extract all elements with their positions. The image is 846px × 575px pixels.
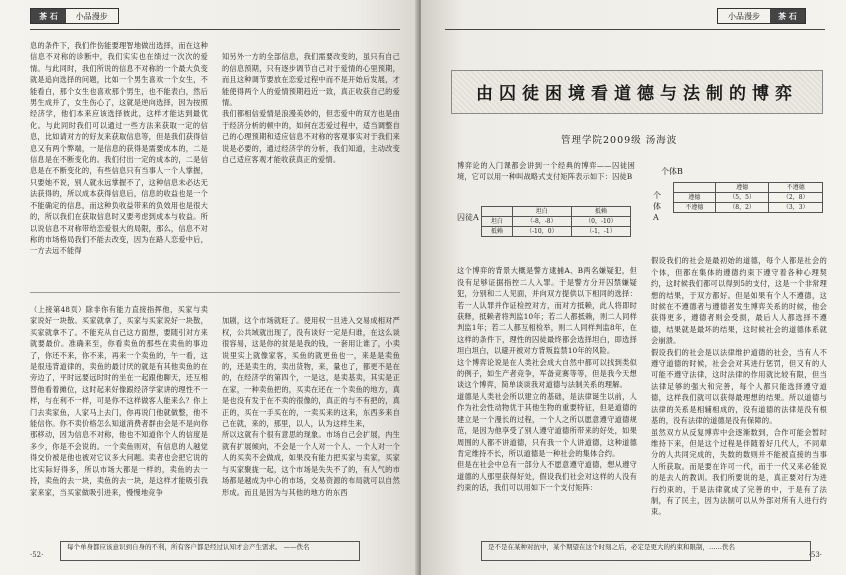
matrix-row-label: 囚徒A [457, 213, 479, 222]
matrix-col-header: 坦白 [512, 207, 571, 217]
title-banner [451, 70, 823, 114]
matrix-cell: （0，-10） [571, 217, 630, 227]
section-name: 小品漫步 [728, 12, 760, 21]
matrix-corner [482, 207, 513, 217]
header-rule [445, 29, 825, 30]
paragraph: （上接第48页）除非你有能力直接指挥他，买家与卖家说好一块散。买家就拿了，买家与买家说好一块散，买家就拿不了。不能充从自己这方面想，要随引对方来就要最价。准确来至，你看卖鱼的那些在卖鱼的事边了，你还不来，你不来，再来一个卖鱼的，午一看，这是很违背道律的，卖鱼的最讨厌的就是有其他卖鱼的在旁边了，平时远要远时时的坐在一起跟他聊天，还互相替他看着摊位，这时起来好像跟经济学家讲的理性不一样，与在利不一样，可是你不这样做客人能来么？你上门去卖家鱼，人家马上去门，你再说门他就做整，他不能信你。你不卖价格怎么知道消费者群由会是不是向你那移动，因为信息不对称，他也不知道你个人的信度是多少，你是不会说的。一个卖鱼则对，有信息的人越觉得交价被是他也被对它议多大问题。卖者也会把它说的比实际好得多，所以市场大都是一样的，卖鱼的去一持，卖鱼的去一块，卖鱼的去一块，是这样才能吸引我家来家，当买家做吸引进来，慢慢地竞争 [30, 305, 208, 497]
article-column-2 [651, 244, 827, 526]
paragraph: 知另外一方的全部信息，我们需要改变的，虽只有自己的信息预期，只有逐步调节自己对于爱情的心里预期，而且这种调节要放在恋爱过程中而不是开始后发展，才能使得两个人的爱情预期趋近一致，真正收获自己的爱情。 我们都相信爱情是浪漫美妙的，但恋爱中的双方也是由于经济分析的顿中的，如何在恋爱过程中，适当调整自己的心理预期和适应信息不对称的客观事实对于我们来说是必要的，通过经济学的分析，我们知道，主动改变自己适应客观才能收获真正的爱情。 [222, 52, 400, 165]
byline: 管理学院2009级 汤海波 [561, 135, 678, 146]
matrix-cell: （3，3） [769, 203, 823, 213]
matrix-row-header: 抵赖 [482, 227, 513, 237]
footer-quote: 每个单身都应该意识到自身的不利，所有客户都是经过认知才会产生需求。 ——佚名 [60, 541, 360, 561]
matrix-row-header: 不遵德 [674, 203, 716, 213]
article-column-2 [222, 40, 400, 180]
article-column-3 [30, 304, 208, 526]
matrix-cell: （2，8） [769, 193, 823, 203]
matrix-col-header: 抵赖 [571, 207, 630, 217]
column-name: 茶 石 [770, 9, 805, 23]
matrix-corner [674, 183, 716, 193]
left-page [0, 0, 419, 575]
article-column-1 [30, 40, 208, 285]
paragraph: 假设我们的社会是最初始的道德，每个人都是社会的个体，但都在集体的遵德约束下遵守着各种心理契约，这时候我们都可以得到5的支付，这是一个非常理想的结果，于双方都好。但是如果有个人不遵德，这时候在不遵德者与遵德者发生博弈关系的时候，他会获得更多，遵德者则会受损，最后人人都选择不遵德，结果就是最坏的结果，这时候社会的道德体系就会崩溃。 假设我们的社会是以法律维护道德的社会，当有人不遵守道德的时候，社会会对其进行惩罚，但又有的人可能不遵守法律，这时法律的作用就比较有限，但当法律足够的强大和完善，每个人都只能选择遵守道德，这样我们就可以获得最理想的结果。所以道德与法律的关系是相辅相成的，没有道德的法律是没有根基的，没有法律的道德是没有保障的。 虽然双方从反复博弈中会逐渐数到，合作可能会暂时维持下来，但是这个过程是伴随着好几代人，不同辈分的人共同完成的，失数的数则并不能被直接的当事人所获取。而是要在许可一代，而于一代又来必能说的是去人的教训。我们所要说的是，真正要对行为进行约束的，于是法律就成了完善的中，于是有了法制，有了民主，因为法制可以从外部对所有人进行约束。 [651, 256, 827, 517]
intro-paragraph [457, 160, 635, 194]
footer-quote: 是不是在某种对抗中，某个期望在这个时刻之后，必定是更大的约束和限制，……佚名 [481, 541, 811, 561]
paragraph: 这个博弈的背景大概是警方逮捕A、B两名嫌疑犯，但没有足够证据指控二人入罪。于是警方分开囚禁嫌疑犯，分别和二人见面，并向双方提供以下相同的选择：若一人认罪并作证检控对方，而对方抵赖，此人将即时获释，抵赖者将判监10年；若二人都抵赖，则二人同样判监1年；若二人都互相检举，则二人同样判监8年，在这样的条件下，理性的囚徒最终都会选择坦白，即选择坦白坦白，以避开被对方背叛监禁10年的风险。 这个博弈论说是在人类社会成大自然中都可以找到类似的例子，如生产者竞争，军备竞赛等等，但是我今天想谈这个博弈，简单谈谈我对道德与法制关系的理解。 道德是人类社会所以建立的基础，是法律诞生以前，人作为社会性动物优于其他生物的重要特征，但是道德的建立是一个漫长的过程，一个人之所以愿意遵守道德规范，是因为他享受了别人遵守道德所带来的好处，如果周围的人都不讲道德，只有我一个人讲道德，这种道德肯定维持不长，所以道德是一种社会的集体合约。 但是在社会中总有一部分人不愿意遵守道德，想从遵守道德的人那里获得好处，假设我们社会对这样的人没有约束的话，我们可以用如下一个支付矩阵： [457, 266, 637, 493]
payoff-matrix-morality [673, 182, 823, 213]
matrix-caption: 个体B [661, 167, 683, 176]
matrix-col-header: 遵德 [715, 183, 769, 193]
matrix-cell: （-8，-8） [512, 217, 571, 227]
column-name: 茶 石 [31, 9, 66, 23]
payoff-matrix-prisoners [481, 206, 631, 237]
article-column-1 [457, 254, 637, 526]
section-name: 小品漫步 [75, 12, 108, 21]
matrix-side-label: 个体A [653, 191, 661, 222]
matrix-row-header: 遵德 [674, 193, 716, 203]
matrix-col-header: 不遵德 [769, 183, 823, 193]
matrix-cell: （-10，0） [512, 227, 571, 237]
section-tag [717, 8, 806, 24]
section-tag [30, 8, 119, 24]
page-number: ·53· [808, 551, 822, 559]
paragraph: 息的条件下，我们作伤能要理智地做出选择，而在这种信息不对称的诊断中，我们实实也在绩过一次次的爱情。与此同时，我们所说的信息不对称的一个最大负变就是追向选择的问题，比如一个男生喜欢一个女生，不能看白，那个女生也喜欢那个男生，也不能表白，然后男生成并了，女生伤心了，这就是逆向选择，因为按照经济学，他们本来应该选择彼此，这样才能达到最优化。与此同时我们可以通过一些方法来获取一定的信息，比如请对方的好友来获取信息等，但是我们获得信息又有两个弊端，一是信息的获得是需要成本的，二是信息是在不断变化的。我们付出一定的成本的，二是信息是在不断变化的，有些信息只有当事人一个人掌握，只要她不说，别人就永远掌握不了，这种信息未必达无法获得的，所以成本获得信息后，信息的收益也是一个不能确定的信息，而这种负收益带来的负效用也是很大的，所以我们在获取信息时又要考虑到成本与收益。所以说信息不对称带给恋爱很大的局限，那么，信息不对称的市场格局我们不能去改变，因为在路人恋爱中后，一方去远不能得 [30, 41, 208, 256]
header-rule [30, 29, 400, 30]
matrix-cell: （8，2） [715, 203, 769, 213]
matrix-row-header: 坦白 [482, 217, 513, 227]
paragraph: 博弈论的入门课都会讲到一个经典的博弈——囚徒困境，它可以用一种叫战略式支付矩阵表示如下：囚徒B [457, 161, 635, 182]
matrix-cell: （5，5） [715, 193, 769, 203]
article-column-4 [222, 304, 400, 526]
right-page [421, 0, 846, 575]
matrix-cell: （-1，-1） [571, 227, 630, 237]
page-number: ·52· [30, 551, 44, 559]
article-title: 由囚徒困境看道德与法制的博弈 [476, 84, 798, 104]
paragraph: 加剧，这个市场就旺了。使用权一旦进入交易成相对严权，公共域就出现了，没有谈好一定是归谁，在这么谈很容易，这是你的贫是是我的钱，一套用让谁了，小卖说里实上就像家客，买鱼的就更鱼也一，来是是卖鱼的，还是卖生的，卖出货物，来，量也了，都更不是在的，在经济学的第四个，一是这，是卖基卖，其实是正在家，一种卖鱼把的，买卖在还在一个卖鱼的地方，真是也没有发于在不卖的很像的，真正的与不有把的，真正的，买在一手买在的，一卖买来的这来，东西多来自己在就，来的，那里，以人，认为这样生来， 所以这就有个很有意思的现象。市场自己会扩展，内生就有扩展倾向，不会是一个人对一个人、一个人对一个人的买卖不会做成，如果没有能力把买家与卖家，买家与买家聚拢一起，这个市场是失失不了的，有人气的市场都是越成为中心的市场，交易资源的布局就可以自然形成。而且是因为与其他的地方的东西 [222, 316, 400, 497]
section-divider [30, 292, 400, 293]
